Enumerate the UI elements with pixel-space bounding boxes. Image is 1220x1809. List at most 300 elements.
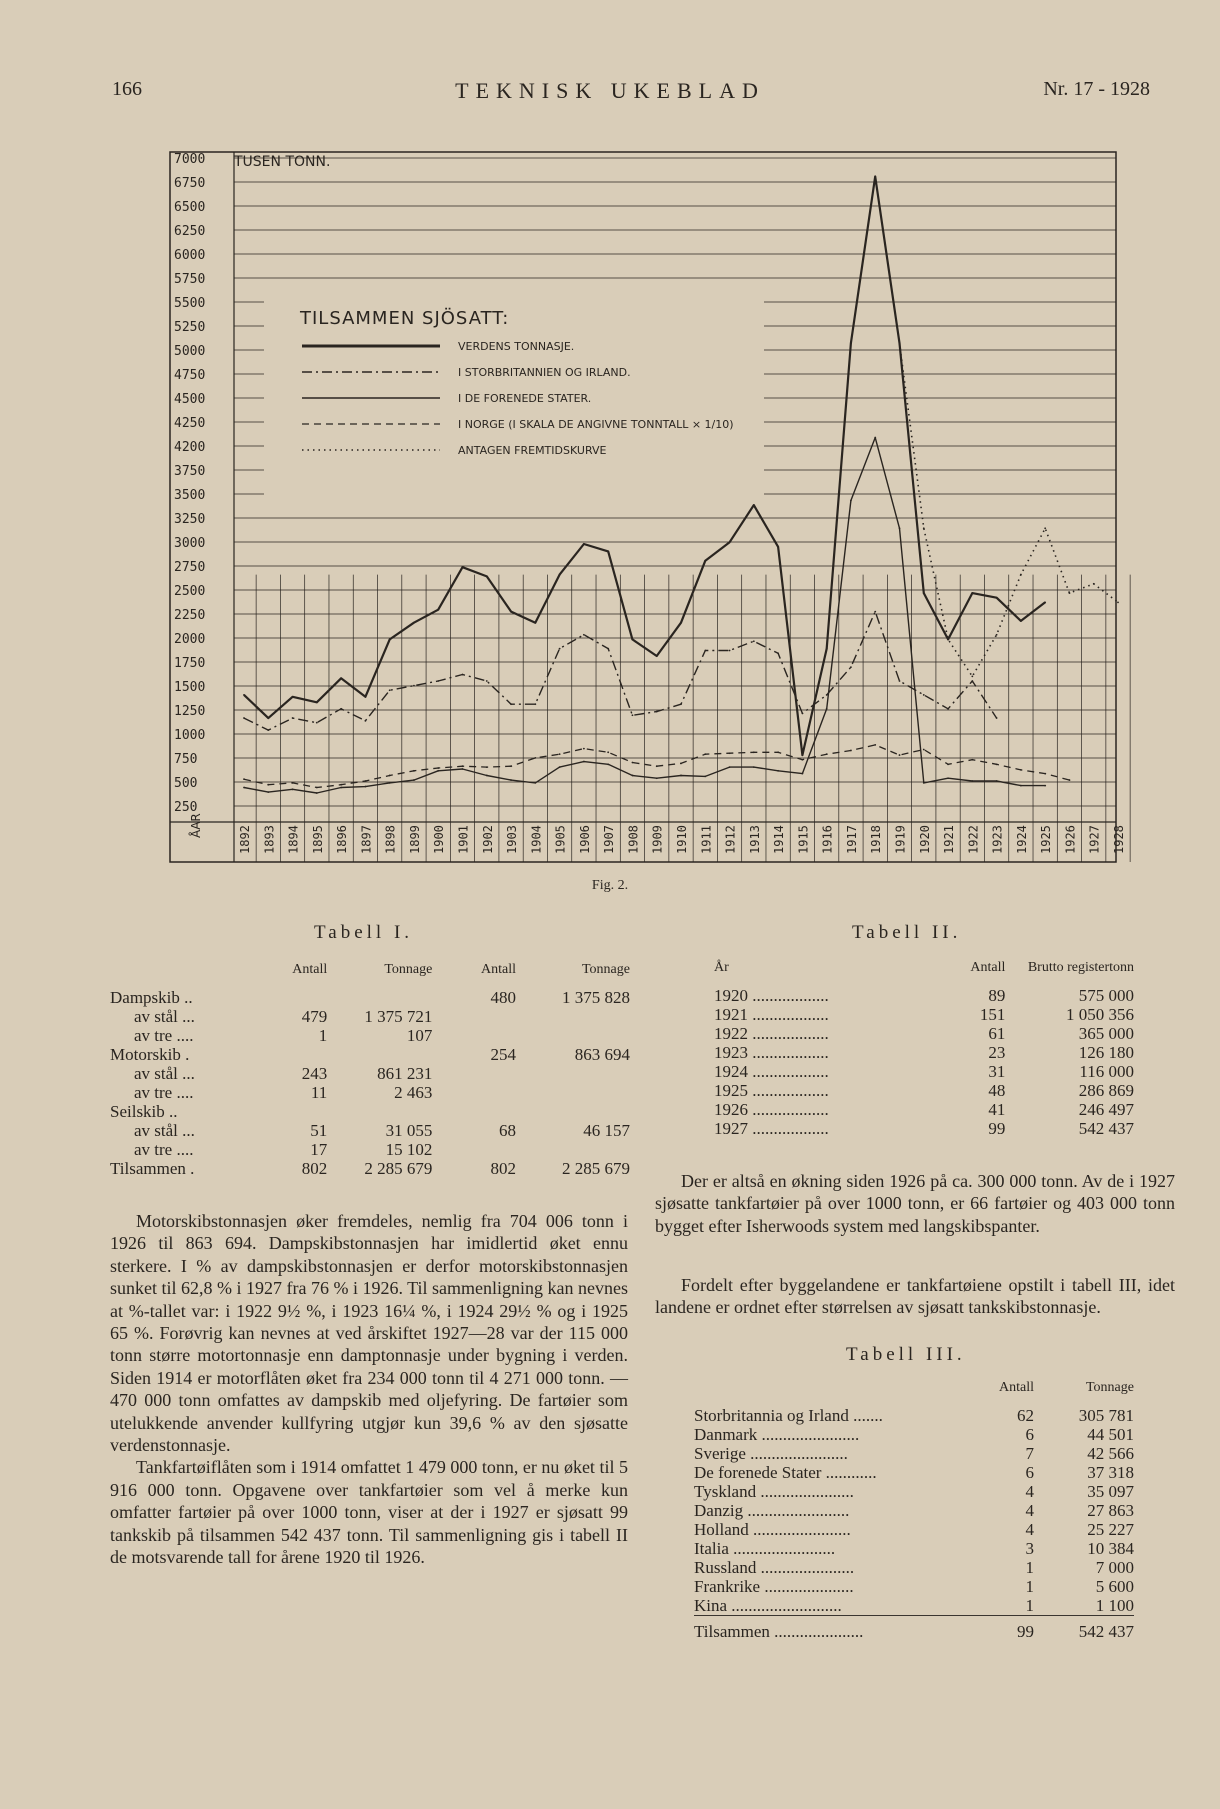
- table-cell: 68: [498, 1121, 516, 1140]
- table-cell: [261, 988, 327, 1007]
- x-tick-label: 1899: [407, 825, 422, 854]
- y-tick-label: 4500: [174, 392, 206, 407]
- y-tick-label: 5250: [174, 320, 206, 335]
- data-point: [607, 763, 609, 765]
- table-cell: 42 566: [1087, 1444, 1134, 1463]
- y-tick-label: 1250: [174, 704, 206, 719]
- table-1: [110, 962, 630, 1178]
- data-point: [486, 775, 488, 777]
- data-point: [559, 753, 561, 755]
- table-cell: 1921 ..................: [714, 1005, 829, 1024]
- data-point: [680, 703, 682, 705]
- data-point: [899, 680, 901, 682]
- table-cell: 6: [1025, 1425, 1034, 1444]
- table-cell: Danmark .......................: [694, 1425, 860, 1444]
- data-point: [729, 541, 731, 543]
- chart-frame: [170, 152, 1116, 862]
- table-cell: 15 102: [385, 1140, 433, 1159]
- data-point: [801, 759, 803, 761]
- data-point: [267, 717, 269, 719]
- data-point: [316, 722, 318, 724]
- x-tick-label: 1917: [844, 825, 859, 854]
- data-point: [583, 748, 585, 750]
- x-tick-label: 1925: [1039, 825, 1054, 854]
- data-point: [389, 689, 391, 691]
- data-point: [559, 766, 561, 768]
- table-cell: 35 097: [1087, 1482, 1134, 1501]
- table-cell: av stål ...: [134, 1064, 195, 1083]
- data-point: [899, 342, 901, 344]
- x-tick-label: 1913: [747, 825, 762, 854]
- data-point: [1069, 779, 1071, 781]
- data-point: [1020, 769, 1022, 771]
- data-point: [462, 765, 464, 767]
- table-cell: Tyskland ......................: [694, 1482, 854, 1501]
- table-cell: Tilsammen .: [110, 1159, 195, 1178]
- data-point: [801, 754, 803, 756]
- table-cell: 1 100: [1095, 1596, 1134, 1615]
- paragraph: Der er altså en økning siden 1926 på ca. 300 000 tonn. Av de i 1927 sjøsatte tankfartøier på over 1000 tonn, er 66 fartøier og 403 000 tonn bygget efter Isherwoods system med langskibspanter.: [655, 1171, 1175, 1236]
- table-cell: 1927 ..................: [714, 1119, 829, 1138]
- data-point: [462, 674, 464, 676]
- table-row: [694, 1577, 1134, 1596]
- data-point: [510, 611, 512, 613]
- table-cell: 1925 ..................: [714, 1081, 829, 1100]
- table-cell: 5 600: [1095, 1577, 1134, 1596]
- table-cell: 480: [490, 988, 516, 1007]
- data-point: [947, 763, 949, 765]
- data-point: [753, 504, 755, 506]
- y-tick-label: 5500: [174, 296, 206, 311]
- table-cell: 11: [310, 1083, 328, 1102]
- table-cell: 1 375 828: [562, 988, 630, 1007]
- x-axis-label: ÅAR: [189, 813, 203, 838]
- table-cell: 802: [490, 1159, 516, 1178]
- table-cell: 863 694: [574, 1045, 630, 1064]
- table-cell: 44 501: [1087, 1425, 1134, 1444]
- x-tick-label: 1895: [310, 825, 325, 854]
- data-point: [729, 650, 731, 652]
- x-tick-label: 1915: [796, 825, 811, 854]
- table-cell: [516, 1026, 630, 1045]
- table-cell: Tilsammen .....................: [694, 1616, 974, 1642]
- column-header: Tonnage: [1085, 1380, 1134, 1395]
- table-cell: 37 318: [1087, 1463, 1134, 1482]
- data-point: [364, 696, 366, 698]
- y-tick-label: 6000: [174, 248, 206, 263]
- data-point: [340, 677, 342, 679]
- table-cell: [516, 1083, 630, 1102]
- table-row: [110, 1102, 630, 1121]
- table-cell: 1922 ..................: [714, 1024, 829, 1043]
- data-point: [923, 694, 925, 696]
- table-cell: 10 384: [1087, 1539, 1134, 1558]
- table-cell: 62: [1017, 1406, 1034, 1425]
- data-point: [874, 437, 876, 439]
- table-cell: [516, 1102, 630, 1121]
- data-point: [632, 714, 634, 716]
- x-tick-label: 1911: [699, 825, 714, 854]
- legend-label: I DE FORENEDE STATER.: [458, 392, 592, 405]
- x-tick-label: 1894: [286, 825, 301, 854]
- table-cell: 107: [406, 1026, 433, 1045]
- table-cell: av tre ....: [134, 1140, 194, 1159]
- y-tick-label: 4250: [174, 416, 206, 431]
- data-point: [389, 638, 391, 640]
- data-point: [534, 622, 536, 624]
- data-point: [704, 650, 706, 652]
- data-point: [1069, 592, 1071, 594]
- data-point: [777, 652, 779, 654]
- table-cell: 1926 ..................: [714, 1100, 829, 1119]
- table-cell: 365 000: [1078, 1024, 1134, 1043]
- table-cell: Italia ........................: [694, 1539, 836, 1558]
- table-row: [110, 1064, 630, 1083]
- table1-title: Tabell I.: [314, 922, 414, 943]
- column-header: [694, 1380, 974, 1406]
- x-tick-label: 1920: [917, 825, 932, 854]
- column-header: [110, 962, 261, 988]
- figure-caption: Fig. 2.: [591, 878, 629, 893]
- data-point: [729, 752, 731, 754]
- data-point: [971, 680, 973, 682]
- data-point: [996, 597, 998, 599]
- data-point: [340, 784, 342, 786]
- table-cell: 41: [988, 1100, 1006, 1119]
- data-point: [389, 775, 391, 777]
- table-cell: 479: [301, 1007, 328, 1026]
- y-tick-label: 6250: [174, 224, 206, 239]
- y-tick-labels: [174, 152, 205, 815]
- x-tick-label: 1896: [335, 825, 350, 854]
- data-point: [364, 780, 366, 782]
- table2-title: Tabell II.: [852, 922, 962, 943]
- tonnage-chart: [168, 148, 1126, 866]
- table-cell: av tre ....: [134, 1083, 194, 1102]
- data-point: [267, 784, 269, 786]
- table-cell: Seilskib ..: [110, 1102, 178, 1121]
- table-cell: [516, 1140, 630, 1159]
- data-point: [850, 750, 852, 752]
- table-cell: 1: [1025, 1558, 1034, 1577]
- table-row: [714, 1081, 1134, 1100]
- data-point: [413, 779, 415, 781]
- data-point: [534, 703, 536, 705]
- data-point: [971, 759, 973, 761]
- data-point: [996, 634, 998, 636]
- data-point: [680, 763, 682, 765]
- y-tick-label: 7000: [174, 152, 206, 167]
- data-point: [1044, 527, 1046, 529]
- x-tick-label: 1928: [1112, 825, 1126, 854]
- data-point: [753, 766, 755, 768]
- table-cell: 542 437: [1034, 1616, 1134, 1642]
- table-row: [714, 1005, 1134, 1024]
- data-point: [899, 527, 901, 529]
- data-point: [826, 648, 828, 650]
- data-point: [971, 780, 973, 782]
- table-cell: 861 231: [377, 1064, 433, 1083]
- table-header-row: [694, 1380, 1134, 1406]
- data-point: [971, 592, 973, 594]
- table-cell: 116 000: [1079, 1062, 1134, 1081]
- x-tick-label: 1906: [577, 825, 592, 854]
- x-tick-label: 1919: [893, 825, 908, 854]
- table-row: [714, 1100, 1134, 1119]
- data-point: [413, 685, 415, 687]
- data-point: [777, 751, 779, 753]
- y-tick-label: 500: [174, 776, 198, 791]
- data-point: [510, 765, 512, 767]
- y-tick-label: 6500: [174, 200, 206, 215]
- data-point: [364, 786, 366, 788]
- data-point: [1020, 574, 1022, 576]
- x-tick-label: 1918: [869, 825, 884, 854]
- data-point: [632, 762, 634, 764]
- data-point: [243, 694, 245, 696]
- y-tick-label: 5750: [174, 272, 206, 287]
- table-cell: Sverige .......................: [694, 1444, 848, 1463]
- x-tick-label: 1916: [820, 825, 835, 854]
- data-point: [437, 680, 439, 682]
- x-tick-label: 1912: [723, 825, 738, 854]
- journal-title: TEKNISK UKEBLAD: [455, 78, 765, 103]
- x-tick-label: 1900: [432, 825, 447, 854]
- y-tick-label: 3500: [174, 488, 206, 503]
- data-point: [437, 767, 439, 769]
- data-point: [1020, 620, 1022, 622]
- data-point: [1117, 601, 1119, 603]
- table-row: [714, 1119, 1134, 1138]
- data-point: [607, 751, 609, 753]
- table-row: [110, 1083, 630, 1102]
- data-point: [899, 754, 901, 756]
- data-point: [826, 708, 828, 710]
- right-body-text-1: [655, 1170, 1175, 1237]
- table-cell: 246 497: [1078, 1100, 1134, 1119]
- data-point: [801, 773, 803, 775]
- x-tick-label: 1901: [456, 825, 471, 854]
- data-point: [559, 574, 561, 576]
- right-body-text-2: [655, 1274, 1175, 1319]
- data-point: [850, 342, 852, 344]
- table-cell: [432, 1007, 516, 1026]
- table-cell: 1 375 721: [364, 1007, 433, 1026]
- table-cell: 51: [310, 1121, 328, 1140]
- x-tick-label: 1897: [359, 825, 374, 854]
- table-cell: 4: [1025, 1520, 1034, 1539]
- table-cell: 1: [1025, 1577, 1034, 1596]
- table-row: [110, 1140, 630, 1159]
- data-point: [267, 729, 269, 731]
- legend-label: I STORBRITANNIEN OG IRLAND.: [458, 366, 631, 379]
- table-row: [694, 1539, 1134, 1558]
- data-point: [801, 713, 803, 715]
- table-cell: 27 863: [1087, 1501, 1134, 1520]
- table-row: [714, 1043, 1134, 1062]
- paragraph: Motorskibstonnasjen øker fremdeles, nemlig fra 704 006 tonn i 1926 til 863 694. Dampskibstonnasjen har imidlertid øket ennu sterkere. I % av dampskibstonnasjen er derfor motorskibstonnasjen sunket til 62,8 % i 1927 fra 76 % i 1926. Til sammenligning kan nevnes at %-tallet var: i 1922 9½ %, i 1923 16¼ %, i 1924 29½ % og i 1925 65 %. Forøvrig kan nevnes at ved årskiftet 1927—28 var der 115 000 tonn større motortonnasje enn damptonnasje under bygning i verden. Siden 1914 er motorflåten øket fra 234 000 tonn til 4 271 000 tonn. — 470 000 tonn omfattes av dampskib med oljefyring. De fartøier som utelukkende anvender kullfyring utgjør kun 39,6 % av den sjøsatte verdenstonnasje.: [110, 1211, 628, 1456]
- table-cell: Motorskib .: [110, 1045, 190, 1064]
- data-point: [923, 782, 925, 784]
- data-point: [704, 753, 706, 755]
- page-number: 166: [112, 78, 142, 100]
- data-point: [607, 551, 609, 553]
- table-cell: 23: [988, 1043, 1006, 1062]
- table-cell: 1923 ..................: [714, 1043, 829, 1062]
- chart-legend: [264, 298, 764, 498]
- table-cell: 1 050 356: [1066, 1005, 1134, 1024]
- data-point: [292, 696, 294, 698]
- table-row: [714, 1024, 1134, 1043]
- x-tick-label: 1922: [966, 825, 981, 854]
- table-row: [694, 1463, 1134, 1482]
- table-row: [694, 1596, 1134, 1616]
- x-tick-label: 1909: [650, 825, 665, 854]
- data-point: [1044, 785, 1046, 787]
- data-point: [413, 622, 415, 624]
- table-row: [110, 1026, 630, 1045]
- x-tick-labels: [238, 825, 1126, 854]
- table-row: [694, 1406, 1134, 1425]
- table-cell: [261, 1045, 327, 1064]
- table-row: [110, 988, 630, 1007]
- data-point: [1093, 583, 1095, 585]
- x-tick-label: 1908: [626, 825, 641, 854]
- y-tick-label: 2750: [174, 560, 206, 575]
- y-tick-label: 1000: [174, 728, 206, 743]
- data-point: [656, 655, 658, 657]
- table-cell: Kina ..........................: [694, 1596, 842, 1615]
- data-point: [316, 792, 318, 794]
- x-tick-label: 1903: [505, 825, 520, 854]
- data-point: [704, 560, 706, 562]
- data-point: [583, 634, 585, 636]
- data-point: [316, 787, 318, 789]
- table-cell: 48: [988, 1081, 1006, 1100]
- data-point: [826, 753, 828, 755]
- data-point: [777, 770, 779, 772]
- table-cell: 2 285 679: [364, 1159, 433, 1178]
- legend-label: VERDENS TONNASJE.: [458, 340, 575, 353]
- data-point: [971, 676, 973, 678]
- data-point: [340, 708, 342, 710]
- data-point: [340, 787, 342, 789]
- data-point: [874, 744, 876, 746]
- data-point: [874, 176, 876, 178]
- table-header-row: [714, 960, 1134, 986]
- table-cell: 151: [979, 1005, 1006, 1024]
- table-row: [110, 1121, 630, 1140]
- table-cell: [432, 1064, 516, 1083]
- table3-title: Tabell III.: [846, 1344, 966, 1365]
- column-header: Antall: [970, 960, 1006, 975]
- data-point: [656, 765, 658, 767]
- table-cell: av stål ...: [134, 1007, 195, 1026]
- table-cell: 1: [1025, 1596, 1034, 1615]
- data-point: [632, 775, 634, 777]
- table-cell: Russland ......................: [694, 1558, 855, 1577]
- table-cell: 254: [490, 1045, 516, 1064]
- table-cell: Storbritannia og Irland .......: [694, 1406, 883, 1425]
- column-header: Tonnage: [581, 962, 630, 977]
- table-row: [714, 1062, 1134, 1081]
- x-tick-label: 1921: [942, 825, 957, 854]
- chart-grid: [170, 152, 1130, 862]
- x-tick-label: 1892: [238, 825, 252, 854]
- column-header: Antall: [480, 962, 516, 977]
- table-header-row: [110, 962, 630, 988]
- data-point: [947, 777, 949, 779]
- table-cell: 286 869: [1078, 1081, 1134, 1100]
- y-tick-label: 3250: [174, 512, 206, 527]
- data-point: [267, 791, 269, 793]
- data-point: [243, 778, 245, 780]
- data-point: [462, 566, 464, 568]
- data-point: [632, 638, 634, 640]
- column-header: Antall: [999, 1380, 1034, 1395]
- x-tick-label: 1924: [1014, 825, 1029, 854]
- table-cell: 46 157: [583, 1121, 630, 1140]
- data-point: [510, 703, 512, 705]
- table-cell: 25 227: [1087, 1520, 1134, 1539]
- table-row: [110, 1159, 630, 1178]
- table-cell: 4: [1025, 1501, 1034, 1520]
- table-cell: av tre ....: [134, 1026, 194, 1045]
- table-cell: 7 000: [1095, 1558, 1134, 1577]
- data-point: [583, 761, 585, 763]
- data-point: [462, 768, 464, 770]
- data-point: [486, 576, 488, 578]
- table-cell: Dampskib ..: [110, 988, 193, 1007]
- issue-number: Nr. 17 - 1928: [1043, 78, 1150, 100]
- data-point: [1044, 601, 1046, 603]
- table-cell: 61: [988, 1024, 1006, 1043]
- data-point: [292, 788, 294, 790]
- y-tick-label: 2000: [174, 632, 206, 647]
- table-row: [714, 986, 1134, 1005]
- table-cell: [432, 1026, 516, 1045]
- table-row: [694, 1616, 1134, 1642]
- column-header: År: [714, 960, 729, 975]
- x-tick-label: 1926: [1063, 825, 1078, 854]
- table-row: [694, 1501, 1134, 1520]
- data-point: [923, 749, 925, 751]
- legend-label: I NORGE (I SKALA DE ANGIVNE TONNTALL × 1/10): [458, 418, 734, 431]
- y-tick-label: 5000: [174, 344, 206, 359]
- table-cell: 31 055: [385, 1121, 433, 1140]
- data-point: [413, 770, 415, 772]
- table-cell: 802: [301, 1159, 328, 1178]
- table-row: [694, 1482, 1134, 1501]
- table-cell: 89: [988, 986, 1006, 1005]
- data-point: [607, 648, 609, 650]
- table-cell: 6: [1025, 1463, 1034, 1482]
- table-cell: 1920 ..................: [714, 986, 829, 1005]
- y-tick-label: 1500: [174, 680, 206, 695]
- data-point: [292, 782, 294, 784]
- table-cell: 4: [1025, 1482, 1034, 1501]
- left-body-text: [110, 1210, 628, 1569]
- y-tick-label: 4750: [174, 368, 206, 383]
- data-point: [680, 775, 682, 777]
- table-cell: 2 463: [394, 1083, 433, 1102]
- data-point: [243, 787, 245, 789]
- table-cell: [516, 1064, 630, 1083]
- column-header: Tonnage: [384, 962, 433, 977]
- y-tick-label: 250: [174, 800, 198, 815]
- x-tick-label: 1893: [262, 825, 277, 854]
- data-point: [486, 766, 488, 768]
